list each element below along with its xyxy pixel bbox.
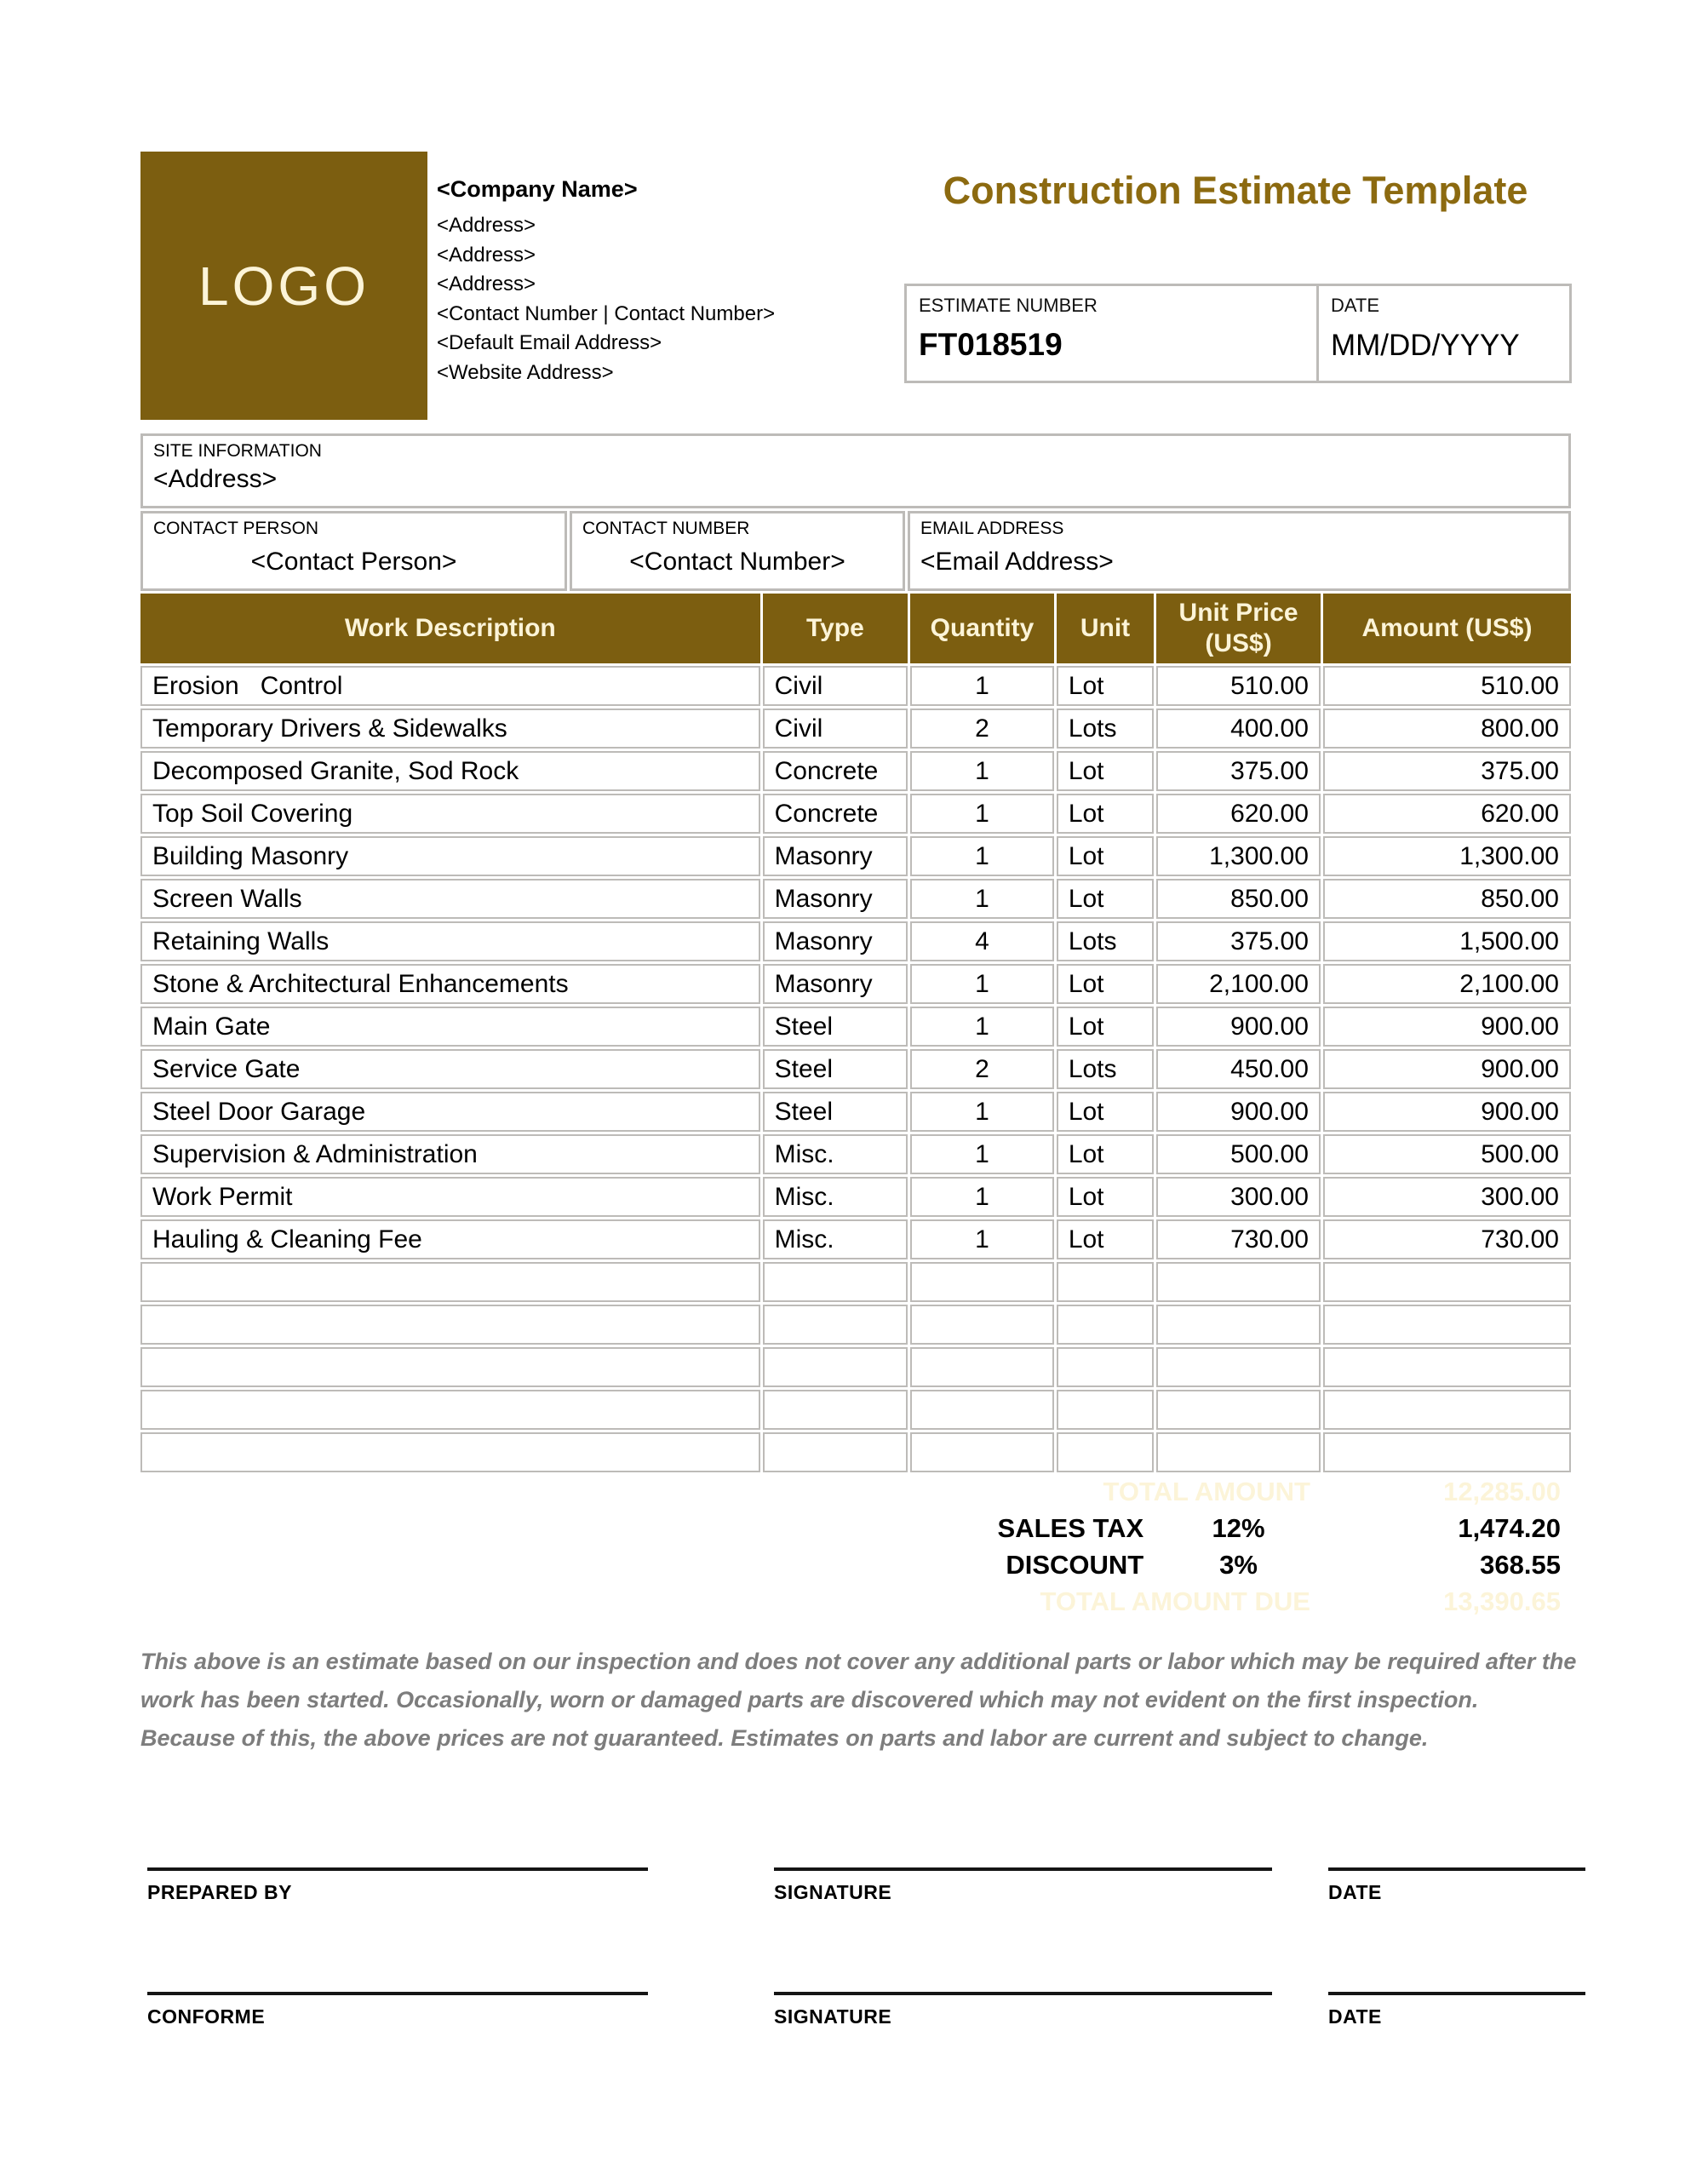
discount-label: DISCOUNT xyxy=(140,1548,1154,1582)
cell-qty xyxy=(910,1390,1054,1430)
date-block xyxy=(1328,1992,1585,2028)
cell-unit: Lot xyxy=(1057,794,1154,834)
cell-type xyxy=(763,1347,908,1387)
discount-rate: 3% xyxy=(1156,1548,1321,1582)
sales-tax-rate: 12% xyxy=(1156,1512,1321,1546)
cell-desc: Work Permit xyxy=(140,1177,760,1217)
company-name: <Company Name> xyxy=(437,176,638,202)
estimate-number-label: ESTIMATE NUMBER xyxy=(919,295,1098,316)
cell-type: Concrete xyxy=(763,794,908,834)
cell-type: Masonry xyxy=(763,921,908,961)
total-amount-row xyxy=(140,1475,1571,1509)
cell-price: 510.00 xyxy=(1156,666,1321,706)
total-due-label: TOTAL AMOUNT DUE xyxy=(140,1585,1321,1619)
cell-price: 375.00 xyxy=(1156,921,1321,961)
email-address-cell xyxy=(908,511,1571,591)
cell-amount xyxy=(1323,1390,1571,1430)
cell-type: Steel xyxy=(763,1007,908,1047)
cell-unit: Lots xyxy=(1057,921,1154,961)
cell-type: Civil xyxy=(763,708,908,749)
signature-line xyxy=(774,1992,1272,1995)
cell-type xyxy=(763,1390,908,1430)
cell-price: 1,300.00 xyxy=(1156,836,1321,876)
cell-qty: 1 xyxy=(910,836,1054,876)
table-row xyxy=(140,1007,1571,1047)
header-work-description: Work Description xyxy=(140,594,760,663)
cell-unit: Lot xyxy=(1057,751,1154,791)
signature-label: SIGNATURE xyxy=(774,2005,892,2028)
cell-desc: Stone & Architectural Enhancements xyxy=(140,964,760,1004)
table-row xyxy=(140,921,1571,961)
cell-amount: 800.00 xyxy=(1323,708,1571,749)
cell-desc: Erosion Control xyxy=(140,666,760,706)
company-info-line: <Address> xyxy=(437,214,536,237)
total-due-row xyxy=(140,1585,1571,1619)
cell-desc xyxy=(140,1347,760,1387)
company-info-line: <Address> xyxy=(437,243,536,267)
estimate-number-cell xyxy=(907,286,1319,381)
cell-amount xyxy=(1323,1347,1571,1387)
cell-qty: 1 xyxy=(910,1134,1054,1174)
table-row xyxy=(140,1092,1571,1132)
estimate-number-value: FT018519 xyxy=(919,327,1063,362)
cell-price xyxy=(1156,1390,1321,1430)
cell-qty xyxy=(910,1432,1054,1472)
estimate-date-label: DATE xyxy=(1331,295,1380,316)
cell-unit: Lot xyxy=(1057,666,1154,706)
cell-amount: 900.00 xyxy=(1323,1092,1571,1132)
cell-desc: Decomposed Granite, Sod Rock xyxy=(140,751,760,791)
signature-block xyxy=(774,1867,1272,1904)
cell-price: 300.00 xyxy=(1156,1177,1321,1217)
discount-row xyxy=(140,1548,1571,1582)
signature-row-conforme xyxy=(0,1992,1708,2060)
signature-line xyxy=(147,1867,648,1871)
cell-amount: 510.00 xyxy=(1323,666,1571,706)
cell-qty: 1 xyxy=(910,964,1054,1004)
table-row-empty xyxy=(140,1347,1571,1387)
cell-type: Misc. xyxy=(763,1134,908,1174)
cell-qty: 1 xyxy=(910,794,1054,834)
cell-unit: Lot xyxy=(1057,964,1154,1004)
table-row xyxy=(140,794,1571,834)
cell-qty: 1 xyxy=(910,1007,1054,1047)
header-amount: Amount (US$) xyxy=(1323,594,1571,663)
cell-qty: 1 xyxy=(910,666,1054,706)
cell-unit: Lot xyxy=(1057,1134,1154,1174)
cell-unit: Lot xyxy=(1057,836,1154,876)
cell-qty: 1 xyxy=(910,1219,1054,1259)
totals-section xyxy=(140,1475,1571,1619)
table-row xyxy=(140,836,1571,876)
cell-desc: Temporary Drivers & Sidewalks xyxy=(140,708,760,749)
estimate-date-cell xyxy=(1319,286,1569,381)
cell-type: Steel xyxy=(763,1049,908,1089)
company-info-line: <Website Address> xyxy=(437,360,614,384)
cell-price: 730.00 xyxy=(1156,1219,1321,1259)
cell-price: 450.00 xyxy=(1156,1049,1321,1089)
cell-amount: 900.00 xyxy=(1323,1007,1571,1047)
cell-price xyxy=(1156,1432,1321,1472)
cell-desc: Service Gate xyxy=(140,1049,760,1089)
signature-block xyxy=(774,1992,1272,2028)
cell-unit xyxy=(1057,1262,1154,1302)
cell-unit: Lot xyxy=(1057,1177,1154,1217)
sales-tax-row xyxy=(140,1512,1571,1546)
conforme-label: CONFORME xyxy=(147,2005,266,2028)
cell-unit: Lot xyxy=(1057,1219,1154,1259)
signature-row-prepared xyxy=(0,1867,1708,1936)
cell-price xyxy=(1156,1347,1321,1387)
cell-amount: 300.00 xyxy=(1323,1177,1571,1217)
cell-unit xyxy=(1057,1432,1154,1472)
table-header-row xyxy=(140,594,1571,663)
cell-qty: 1 xyxy=(910,1092,1054,1132)
cell-desc: Building Masonry xyxy=(140,836,760,876)
cell-amount xyxy=(1323,1432,1571,1472)
cell-desc xyxy=(140,1432,760,1472)
cell-type: Misc. xyxy=(763,1177,908,1217)
cell-amount: 900.00 xyxy=(1323,1049,1571,1089)
signature-line xyxy=(147,1992,648,1995)
signature-line xyxy=(1328,1867,1585,1871)
contact-number-label: CONTACT NUMBER xyxy=(582,519,750,538)
estimate-date-value: MM/DD/YYYY xyxy=(1331,329,1520,362)
cell-unit: Lot xyxy=(1057,879,1154,919)
table-row xyxy=(140,1177,1571,1217)
cell-type: Masonry xyxy=(763,836,908,876)
cell-amount: 375.00 xyxy=(1323,751,1571,791)
cell-type: Masonry xyxy=(763,879,908,919)
cell-qty: 2 xyxy=(910,708,1054,749)
cell-desc: Supervision & Administration xyxy=(140,1134,760,1174)
cell-desc: Hauling & Cleaning Fee xyxy=(140,1219,760,1259)
cell-price xyxy=(1156,1305,1321,1345)
cell-qty: 2 xyxy=(910,1049,1054,1089)
cell-type: Civil xyxy=(763,666,908,706)
cell-price: 850.00 xyxy=(1156,879,1321,919)
discount-value: 368.55 xyxy=(1323,1548,1571,1582)
cell-price: 2,100.00 xyxy=(1156,964,1321,1004)
table-row xyxy=(140,964,1571,1004)
cell-unit xyxy=(1057,1390,1154,1430)
total-due-value: 13,390.65 xyxy=(1323,1585,1571,1619)
cell-desc: Retaining Walls xyxy=(140,921,760,961)
cell-price xyxy=(1156,1262,1321,1302)
contact-number-cell xyxy=(570,511,905,591)
sales-tax-value: 1,474.20 xyxy=(1323,1512,1571,1546)
date-block xyxy=(1328,1867,1585,1904)
table-row xyxy=(140,879,1571,919)
cell-amount: 1,300.00 xyxy=(1323,836,1571,876)
cell-qty: 4 xyxy=(910,921,1054,961)
header-unit-price: Unit Price (US$) xyxy=(1156,594,1321,663)
cell-unit: Lot xyxy=(1057,1007,1154,1047)
total-amount-value: 12,285.00 xyxy=(1323,1475,1571,1509)
table-row xyxy=(140,751,1571,791)
cell-price: 900.00 xyxy=(1156,1007,1321,1047)
table-row xyxy=(140,1219,1571,1259)
cell-amount xyxy=(1323,1305,1571,1345)
prepared-by-block xyxy=(147,1867,648,1904)
header-unit: Unit xyxy=(1057,594,1154,663)
estimate-meta-box xyxy=(904,284,1572,383)
disclaimer-text: This above is an estimate based on our inspection and does not cover any additional parts or labor which may be required after the work has been started. Occasionally, worn or damaged parts are discovered which may not evident on the first inspection. Because of this, the above prices are not guaranteed. Estimates on parts and labor are current and subject to change. xyxy=(140,1649,1577,1751)
date-label: DATE xyxy=(1328,1881,1382,1903)
site-information-cell xyxy=(140,433,1571,508)
cell-price: 620.00 xyxy=(1156,794,1321,834)
cell-type: Masonry xyxy=(763,964,908,1004)
cell-unit xyxy=(1057,1305,1154,1345)
cell-amount: 500.00 xyxy=(1323,1134,1571,1174)
company-info-line: <Default Email Address> xyxy=(437,331,662,354)
cell-amount: 2,100.00 xyxy=(1323,964,1571,1004)
contact-person-label: CONTACT PERSON xyxy=(153,519,319,538)
cell-desc xyxy=(140,1390,760,1430)
table-row xyxy=(140,1134,1571,1174)
cell-price: 900.00 xyxy=(1156,1092,1321,1132)
cell-type xyxy=(763,1432,908,1472)
cell-type xyxy=(763,1305,908,1345)
cell-type: Misc. xyxy=(763,1219,908,1259)
work-items-table xyxy=(138,591,1573,1621)
cell-amount: 850.00 xyxy=(1323,879,1571,919)
email-address-value: <Email Address> xyxy=(920,548,1114,576)
company-info-line: <Contact Number | Contact Number> xyxy=(437,301,776,325)
cell-unit: Lots xyxy=(1057,708,1154,749)
cell-price: 500.00 xyxy=(1156,1134,1321,1174)
cell-type: Steel xyxy=(763,1092,908,1132)
table-row xyxy=(140,708,1571,749)
total-amount-label: TOTAL AMOUNT xyxy=(140,1475,1321,1509)
cell-type: Concrete xyxy=(763,751,908,791)
sales-tax-label: SALES TAX xyxy=(140,1512,1154,1546)
cell-price: 400.00 xyxy=(1156,708,1321,749)
cell-desc: Steel Door Garage xyxy=(140,1092,760,1132)
cell-qty: 1 xyxy=(910,1177,1054,1217)
header-type: Type xyxy=(763,594,908,663)
page-title: Construction Estimate Template xyxy=(943,169,1528,212)
signature-label: SIGNATURE xyxy=(774,1881,892,1903)
table-row xyxy=(140,1049,1571,1089)
site-information-label: SITE INFORMATION xyxy=(153,441,322,461)
contact-person-value: <Contact Person> xyxy=(250,548,457,576)
signature-line xyxy=(774,1867,1272,1871)
table-row-empty xyxy=(140,1305,1571,1345)
cell-qty: 1 xyxy=(910,879,1054,919)
cell-amount: 730.00 xyxy=(1323,1219,1571,1259)
cell-qty xyxy=(910,1305,1054,1345)
cell-qty xyxy=(910,1262,1054,1302)
cell-unit: Lots xyxy=(1057,1049,1154,1089)
date-label: DATE xyxy=(1328,2005,1382,2028)
cell-unit xyxy=(1057,1347,1154,1387)
cell-desc xyxy=(140,1262,760,1302)
prepared-by-label: PREPARED BY xyxy=(147,1881,292,1903)
cell-desc: Top Soil Covering xyxy=(140,794,760,834)
table-row-empty xyxy=(140,1390,1571,1430)
cell-amount xyxy=(1323,1262,1571,1302)
company-info-block xyxy=(437,176,775,387)
estimate-table-body xyxy=(140,666,1571,1472)
cell-desc: Main Gate xyxy=(140,1007,760,1047)
cell-desc xyxy=(140,1305,760,1345)
company-info-line: <Address> xyxy=(437,272,536,295)
company-address-lines xyxy=(437,211,775,387)
cell-price: 375.00 xyxy=(1156,751,1321,791)
logo-text: LOGO xyxy=(198,255,370,317)
contact-number-value: <Contact Number> xyxy=(629,548,845,576)
table-row-empty xyxy=(140,1262,1571,1302)
header-quantity: Quantity xyxy=(910,594,1054,663)
contact-person-cell xyxy=(140,511,567,591)
email-address-label: EMAIL ADDRESS xyxy=(920,519,1064,538)
cell-type xyxy=(763,1262,908,1302)
cell-desc: Screen Walls xyxy=(140,879,760,919)
company-logo xyxy=(140,152,427,420)
site-contacts-row xyxy=(140,511,1571,591)
cell-qty xyxy=(910,1347,1054,1387)
signature-line xyxy=(1328,1992,1585,1995)
site-information-block xyxy=(140,433,1571,591)
cell-unit: Lot xyxy=(1057,1092,1154,1132)
table-row-empty xyxy=(140,1432,1571,1472)
conforme-block xyxy=(147,1992,648,2028)
cell-qty: 1 xyxy=(910,751,1054,791)
cell-amount: 620.00 xyxy=(1323,794,1571,834)
table-row xyxy=(140,666,1571,706)
cell-amount: 1,500.00 xyxy=(1323,921,1571,961)
site-address-value: <Address> xyxy=(153,465,278,493)
